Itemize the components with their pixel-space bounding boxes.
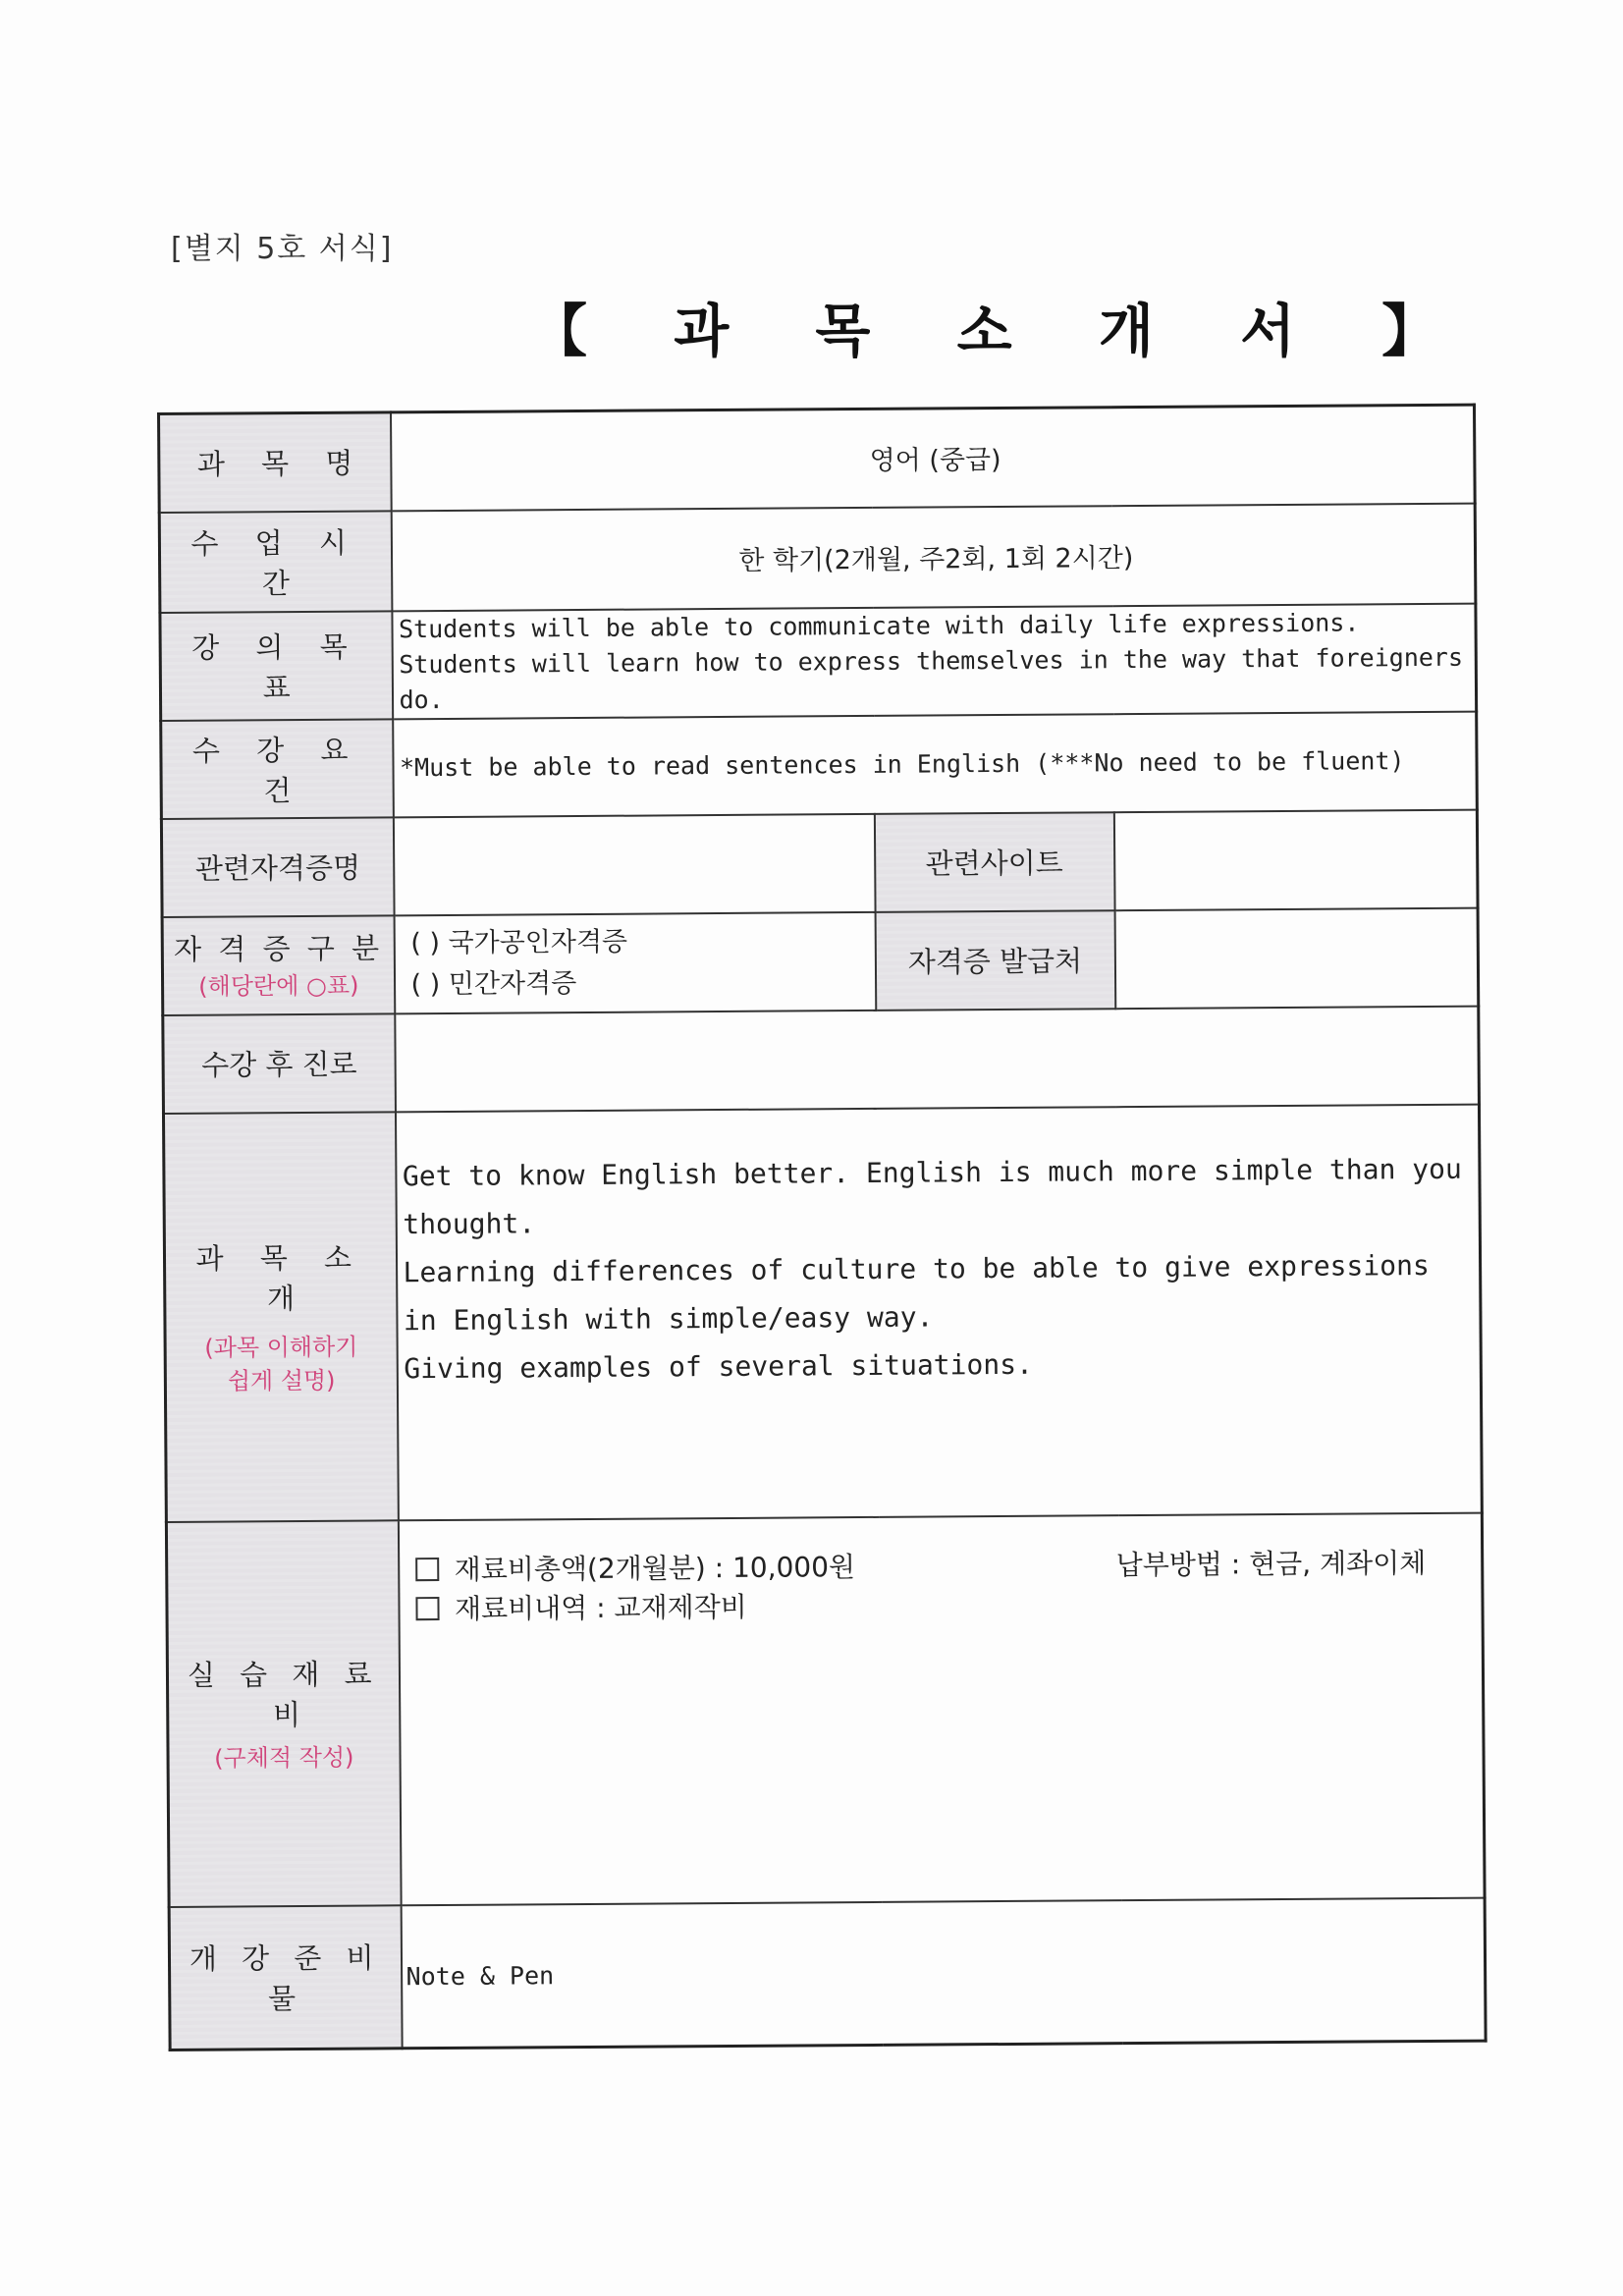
label-cert-type: 자 격 증 구 분 (해당란에 ○표) bbox=[162, 915, 395, 1015]
materials-detail: 재료비내역 : 교재제작비 bbox=[454, 1590, 747, 1625]
value-cert-issuer bbox=[1114, 907, 1479, 1009]
intro-line: Giving examples of several situations. bbox=[404, 1347, 1033, 1385]
materials-total: 재료비총액(2개월분) : 10,000원 bbox=[454, 1550, 856, 1586]
row-intro bbox=[163, 1104, 1482, 1521]
cert-option-private: ( ) 민간자격증 bbox=[410, 967, 577, 1000]
label-objective: 강 의 목 표 bbox=[160, 611, 393, 721]
label-career: 수강 후 진로 bbox=[163, 1013, 396, 1114]
value-subject-name: 영어 (중급) bbox=[391, 405, 1476, 511]
value-objective: Students will be able to communicate with daily life expressions. Students will learn how to express themselves in the way that foreigners do. bbox=[392, 603, 1477, 719]
checkbox[interactable] bbox=[415, 1597, 439, 1620]
value-cert-type bbox=[394, 911, 876, 1012]
label-certificate: 관련자격증명 bbox=[161, 817, 394, 917]
document-title: 【 과 목 소 개 서 】 bbox=[530, 298, 1473, 364]
row-objective bbox=[160, 603, 1477, 720]
row-subject-name bbox=[159, 405, 1476, 512]
label-cert-type-hint: (해당란에 ○표) bbox=[198, 971, 359, 1001]
form-number: [별지 5호 서식] bbox=[171, 232, 394, 266]
row-career bbox=[163, 1006, 1480, 1113]
label-requirements: 수 강 요 건 bbox=[161, 719, 394, 819]
row-requirements bbox=[161, 711, 1478, 818]
value-prep: Note & Pen bbox=[401, 1897, 1486, 2049]
label-cert-issuer: 자격증 발급처 bbox=[875, 910, 1115, 1011]
value-certificate bbox=[393, 813, 875, 914]
label-materials-hint: (구체적 작성) bbox=[214, 1743, 354, 1773]
label-intro-hint: (과목 이해하기 쉽게 설명) bbox=[204, 1333, 358, 1395]
row-cert-type bbox=[162, 907, 1479, 1014]
payment-method: 납부방법 : 현금, 계좌이체 bbox=[1115, 1546, 1427, 1581]
label-related-site: 관련사이트 bbox=[874, 812, 1114, 912]
value-career bbox=[395, 1006, 1480, 1112]
row-certificate bbox=[161, 809, 1478, 916]
value-related-site bbox=[1113, 809, 1478, 910]
row-class-time bbox=[159, 503, 1476, 612]
label-prep: 개 강 준 비 물 bbox=[169, 1905, 402, 2050]
label-class-time: 수 업 시 간 bbox=[159, 511, 392, 613]
label-intro: 과 목 소 개 (과목 이해하기 쉽게 설명) bbox=[163, 1112, 398, 1522]
course-intro-table bbox=[157, 404, 1488, 2051]
cert-option-national: ( ) 국가공인자격증 bbox=[410, 926, 628, 958]
intro-line: Learning differences of culture to be able to give expressions in English with simple/easy way. bbox=[403, 1248, 1446, 1337]
row-prep bbox=[169, 1897, 1486, 2050]
intro-line: Get to know English better. English is much more simple than you thought. bbox=[402, 1152, 1479, 1240]
value-class-time: 한 학기(2개월, 주2회, 1회 2시간) bbox=[391, 503, 1476, 611]
label-subject-name: 과 목 명 bbox=[159, 412, 392, 513]
value-materials bbox=[398, 1512, 1485, 1905]
value-intro bbox=[395, 1104, 1482, 1520]
row-materials bbox=[166, 1512, 1485, 1906]
label-materials: 실 습 재 료 비 (구체적 작성) bbox=[166, 1520, 401, 1907]
value-requirements: *Must be able to read sentences in English (***No need to be fluent) bbox=[393, 711, 1478, 817]
checkbox[interactable] bbox=[415, 1558, 439, 1581]
